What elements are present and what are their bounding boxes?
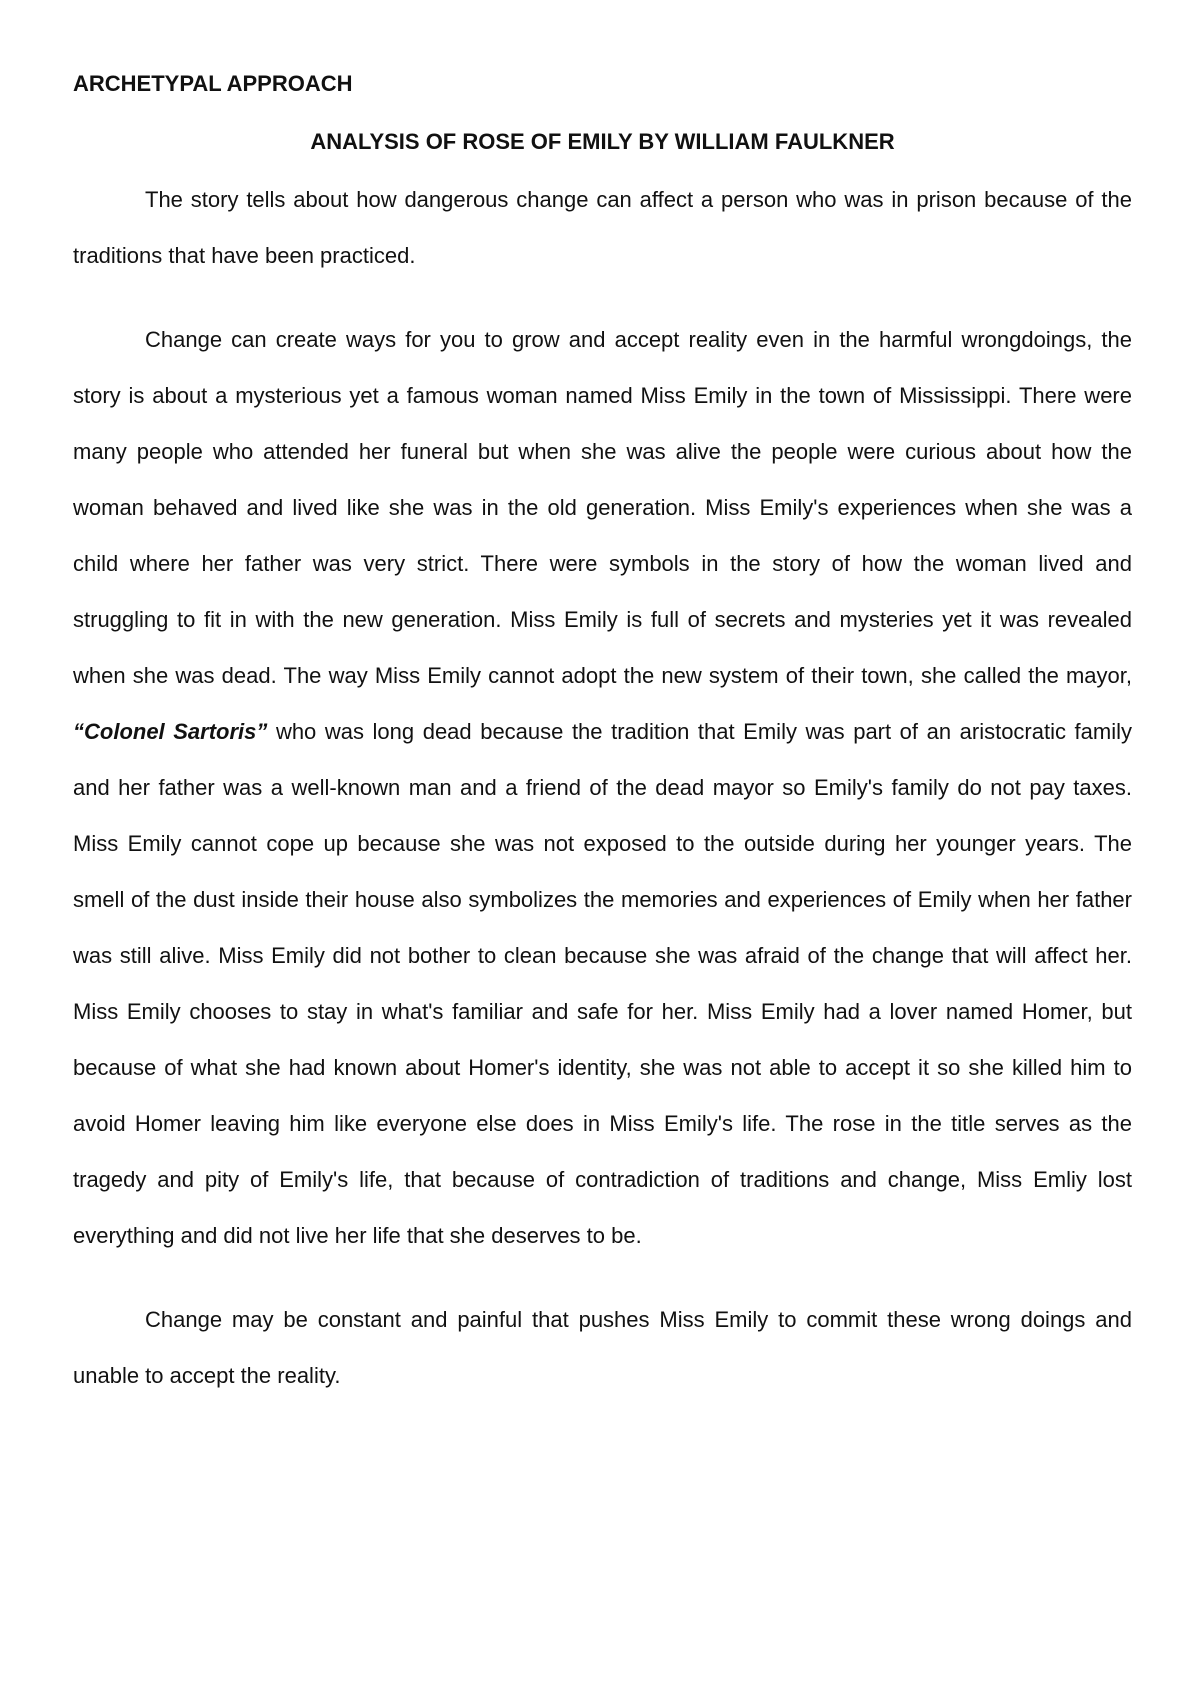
paragraph-conclusion: Change may be constant and painful that pushes Miss Emily to commit these wrong doings and unable to accept the reality. [73, 1307, 1132, 1388]
document-heading: ARCHETYPAL APPROACH [73, 71, 353, 96]
paragraph-analysis-part2: who was long dead because the tradition that Emily was part of an aristocratic family and her father was a well-known man and a friend of the dead mayor so Emily's family do not pay taxes. Miss Emily cannot cope up because she was not exposed to the outside during her younger years. The smell of the dust inside their house also symbolizes the memories and experiences of Emily when her father was still alive. Miss Emily did not bother to clean because she was afraid of the change that will affect her. Miss Emily chooses to stay in what's familiar and safe for her. Miss Emily had a lover named Homer, but because of what she had known about Homer's identity, she was not able to accept it so she killed him to avoid Homer leaving him like everyone else does in Miss Emily's life. The rose in the title serves as the tragedy and pity of Emily's life, that because of contradiction of traditions and change, Miss Emliy lost everything and did not live her life that she deserves to be. [73, 719, 1132, 1248]
document-title: ANALYSIS OF ROSE OF EMILY BY WILLIAM FAULKNER [310, 129, 895, 154]
paragraph-analysis-part1: Change can create ways for you to grow and accept reality even in the harmful wrongdoings, the story is about a mysterious yet a famous woman named Miss Emily in the town of Mississippi. There were many people who attended her funeral but when she was alive the people were curious about how the woman behaved and lived like she was in the old generation. Miss Emily's experiences when she was a child where her father was very strict. There were symbols in the story of how the woman lived and struggling to fit in with the new generation. Miss Emily is full of secrets and mysteries yet it was revealed when she was dead. The way Miss Emily cannot adopt the new system of their town, she called the mayor, [73, 327, 1132, 688]
paragraph-analysis [73, 312, 1132, 1264]
paragraph-intro: The story tells about how dangerous change can affect a person who was in prison because of the traditions that have been practiced. [73, 187, 1132, 268]
emphasis-colonel-sartoris: “Colonel Sartoris” [73, 719, 268, 744]
